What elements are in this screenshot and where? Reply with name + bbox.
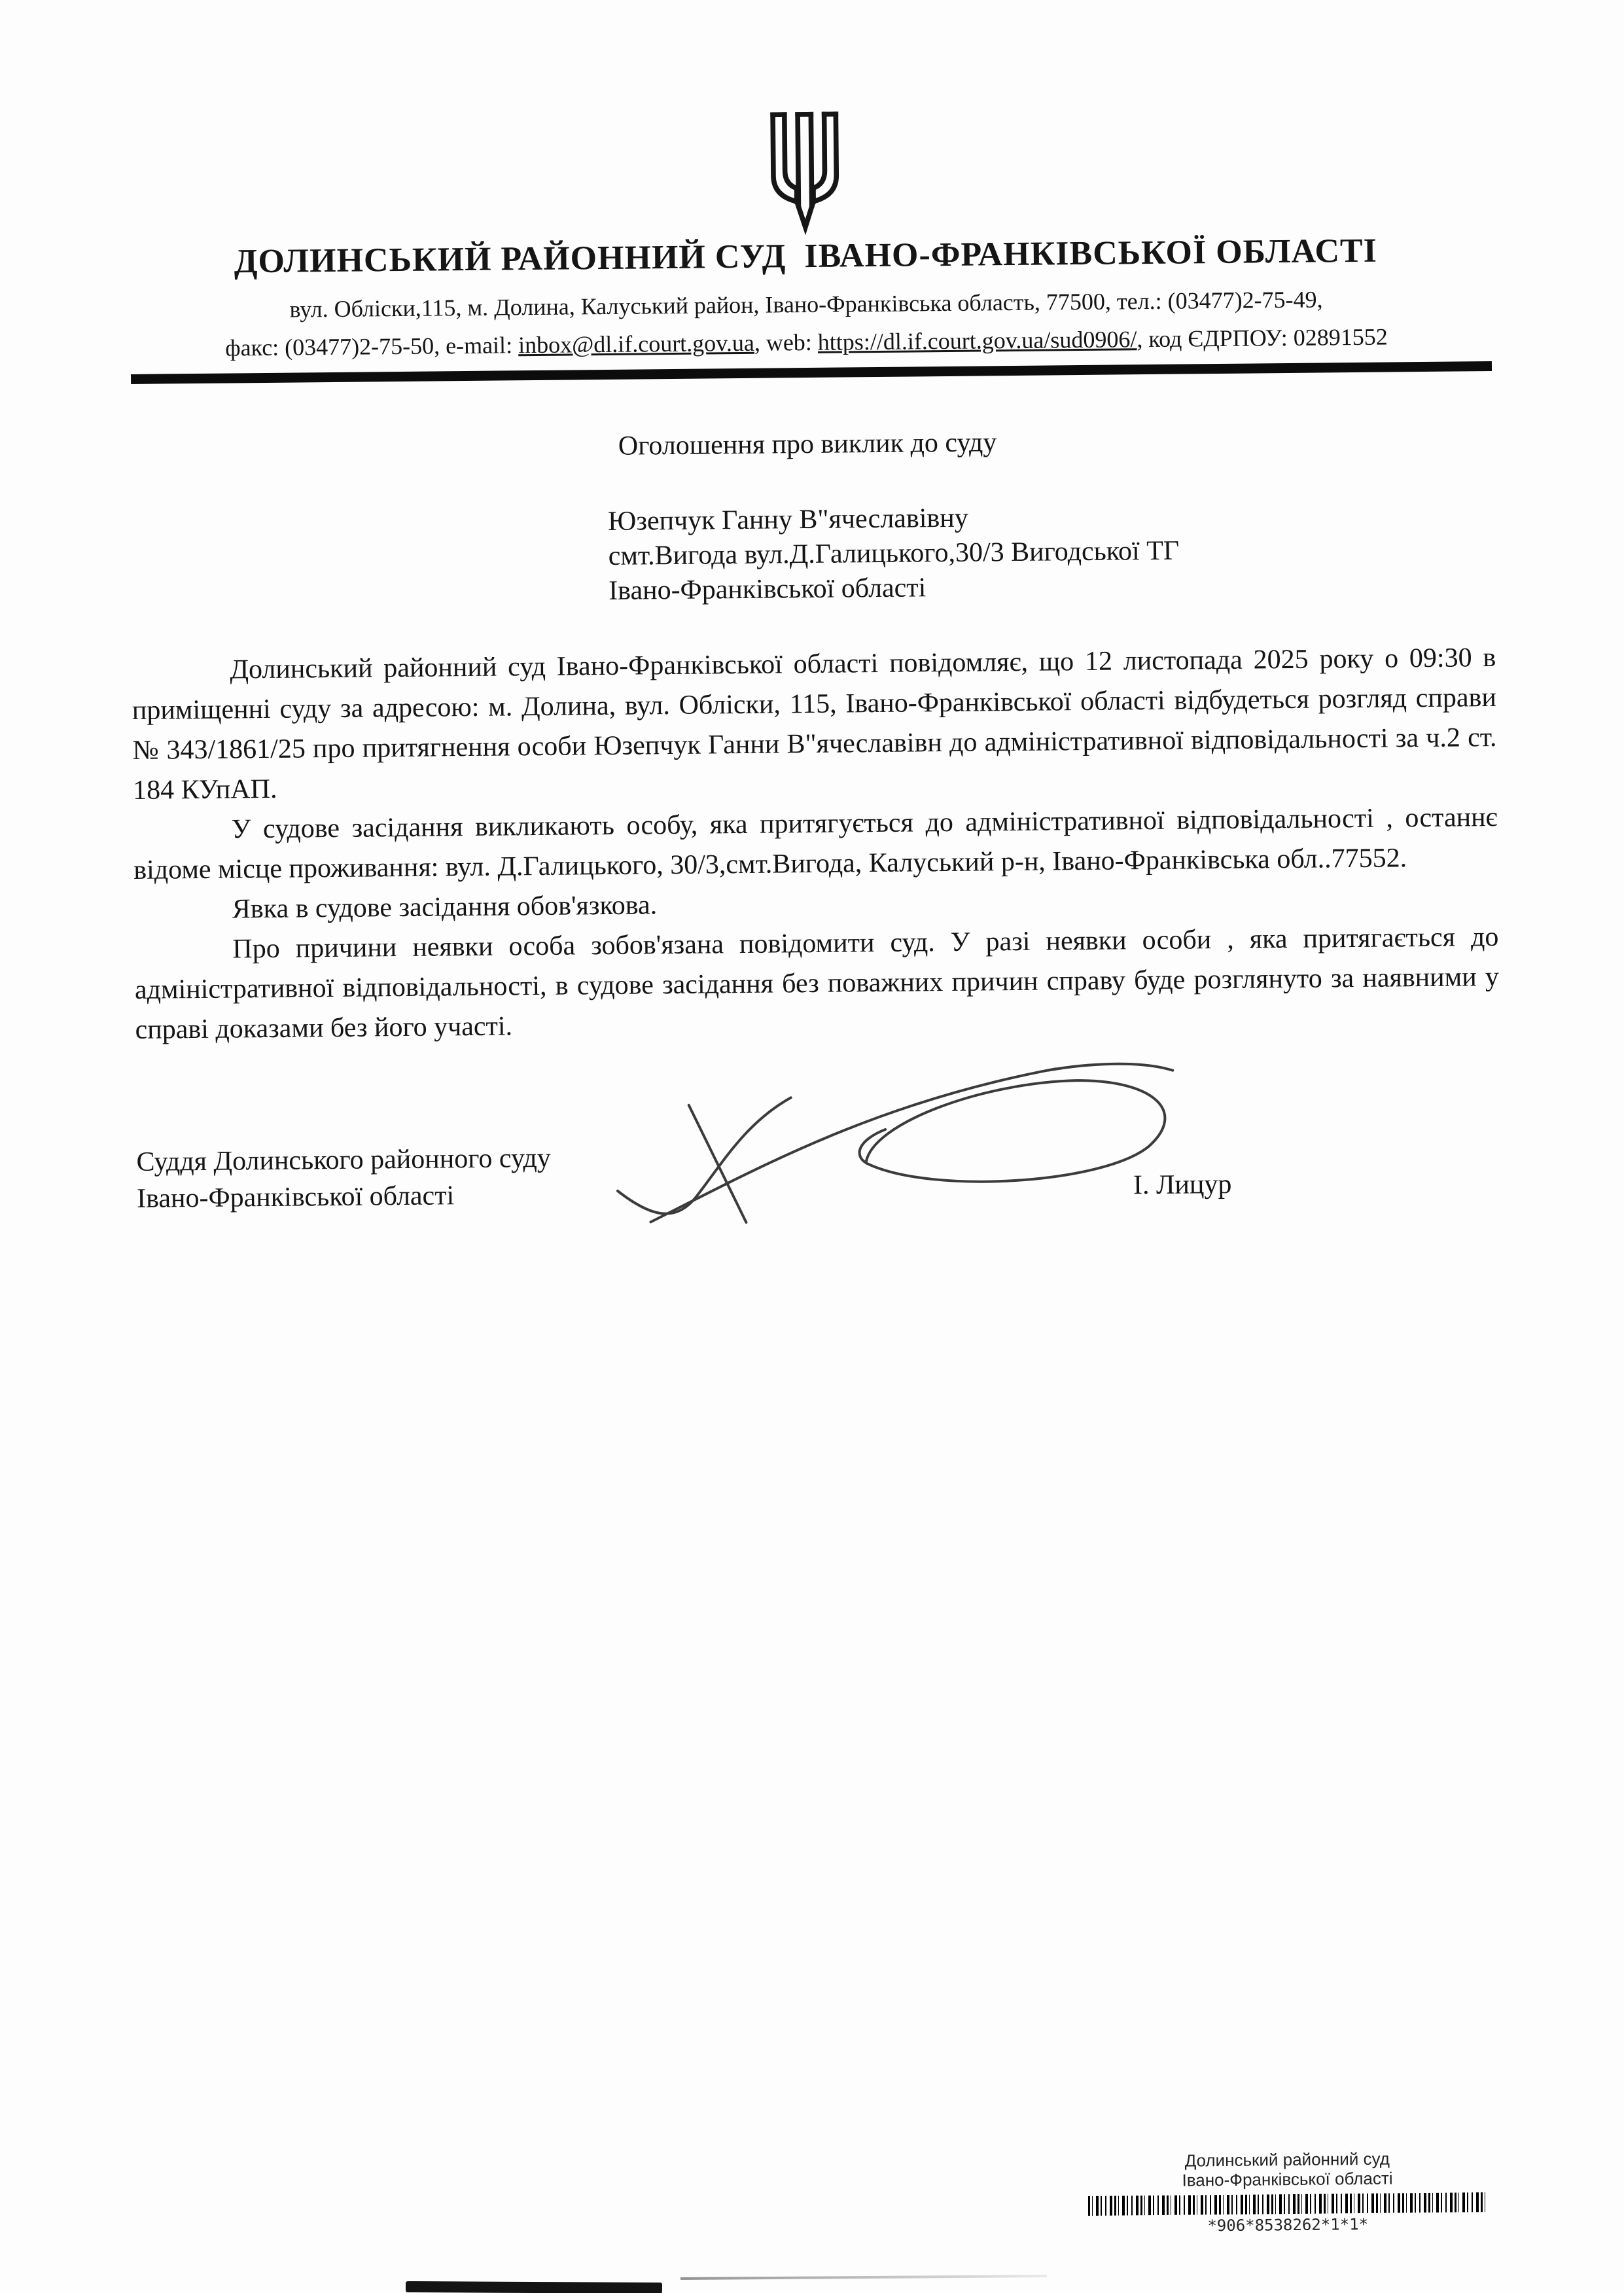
body-paragraph-4: Про причини неявки особа зобов'язана повідомити суд. У разі неявки особи , яка притягається до адміністративної відповідальності, в судове засідання без поважних причин справу буде розглянуто за наявними у справі доказами без його участі. bbox=[134, 921, 1500, 1045]
signer-title-line2: Івано-Франківської області bbox=[136, 1181, 455, 1214]
edrpou-label: , код ЄДРПОУ: 02891552 bbox=[1137, 323, 1388, 353]
web-label: , web: bbox=[754, 329, 819, 356]
signer-title-line1: Суддя Долинського районного суду bbox=[136, 1143, 551, 1177]
handwritten-signature-icon bbox=[590, 1020, 1246, 1249]
barcode-icon bbox=[1088, 2192, 1487, 2216]
addressee-street: смт.Вигода вул.Д.Галицького,30/3 Вигодської ТГ bbox=[608, 535, 1180, 571]
judge-name: І. Лицур bbox=[1133, 1169, 1232, 1201]
court-contacts-line bbox=[0, 321, 1619, 364]
court-address-line: вул. Обліски,115, м. Долина, Калуський район, Івано-Франківська область, 77500, тел.: (03477)2-75-49, bbox=[289, 286, 1323, 323]
addressee-block bbox=[608, 499, 1180, 609]
website-link[interactable]: https://dl.if.court.gov.ua/sud0906/ bbox=[817, 326, 1137, 355]
addressee-name: Юзепчук Ганну В"ячеславівну bbox=[607, 503, 968, 537]
document-title: Оголошення про виклик до суду bbox=[618, 427, 997, 461]
body-paragraph-1: Долинський районний суд Івано-Франківської області повідомляє, що 12 листопада 2025 року о 09:30 в приміщенні суду за адресою: м. Долина, вул. Обліски, 115, Івано-Франківської області відбудеться розгляд справи № 343/1861/25 про притягнення особи Юзепчук Ганни В"ячеславівн до адміністративної відповідальності за ч.2 ст. 184 КУпАП. bbox=[132, 642, 1497, 806]
fax-label: факс: (03477)2-75-50, e-mail: bbox=[225, 332, 519, 361]
body-paragraph-2: У судове засідання викликають особу, яка притягується до адміністративної відповідальності , останнє відоме місце проживання: вул. Д.Галицького, 30/3,смт.Вигода, Калуський р-н, Івано-Франківська обл..77552. bbox=[133, 802, 1498, 885]
letter-body bbox=[132, 638, 1500, 1050]
scan-artifact-bar bbox=[406, 2281, 662, 2293]
email-link[interactable]: inbox@dl.if.court.gov.ua bbox=[518, 329, 755, 359]
addressee-region: Івано-Франківської області bbox=[608, 573, 927, 606]
signer-title-block bbox=[136, 1140, 551, 1217]
ukraine-trident-icon bbox=[754, 104, 855, 243]
header-divider bbox=[131, 361, 1492, 384]
barcode-text: *906*8538262*1*1* bbox=[1207, 2214, 1369, 2235]
footer-stamp-block bbox=[1085, 2148, 1490, 2237]
footer-court-line2: Івано-Франківської області bbox=[1182, 2168, 1393, 2190]
court-name-heading: ДОЛИНСЬКИЙ РАЙОННИЙ СУД ІВАНО-ФРАНКІВСЬКОЇ ОБЛАСТІ bbox=[234, 232, 1378, 281]
body-paragraph-3: Явка в судове засідання обов'язкова. bbox=[232, 890, 658, 925]
footer-court-line1: Долинський районний суд bbox=[1184, 2148, 1390, 2171]
